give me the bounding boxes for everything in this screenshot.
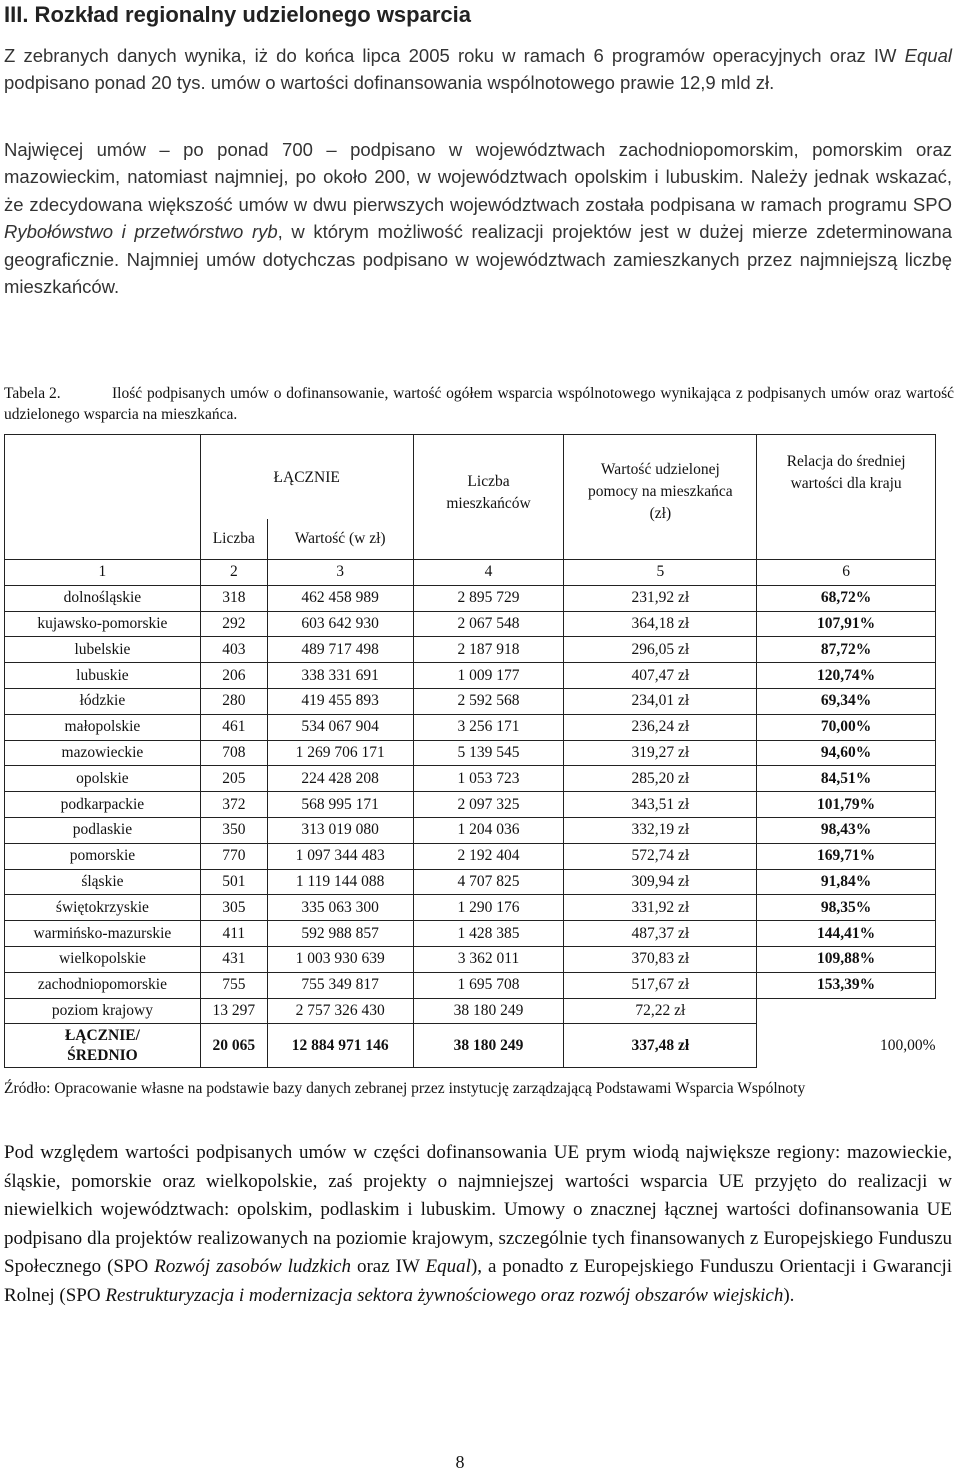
cell-relacja: 153,39% [757, 972, 936, 998]
cell-region: opolskie [5, 766, 201, 792]
cell-wartosc: 338 331 691 [267, 663, 413, 689]
col-num: 4 [413, 560, 564, 586]
italic-run: Restrukturyzacja i modernizacja sektora żywnościowego oraz rozwój obszarów wiejskich [105, 1284, 784, 1306]
cell-mieszk: 2 067 548 [413, 611, 564, 637]
cell-relacja: 98,43% [757, 817, 936, 843]
table-row [5, 972, 936, 998]
italic-run: Equal [425, 1256, 471, 1278]
cell-region: poziom krajowy [5, 998, 201, 1024]
cell-mieszk: 1 290 176 [413, 895, 564, 921]
header-count: Liczba [200, 519, 267, 560]
cell-pomoc: 234,01 zł [564, 688, 757, 714]
table-row [5, 688, 936, 714]
col-num: 3 [267, 560, 413, 586]
cell-liczba: 350 [200, 817, 267, 843]
cell-pomoc: 364,18 zł [564, 611, 757, 637]
cell-mieszk: 1 695 708 [413, 972, 564, 998]
cell-region: lubelskie [5, 637, 201, 663]
text-run: oraz IW [350, 1256, 426, 1278]
table-row [5, 611, 936, 637]
cell-pomoc: 407,47 zł [564, 663, 757, 689]
cell-liczba: 372 [200, 792, 267, 818]
cell-pomoc: 72,22 zł [564, 998, 757, 1024]
cell-relacja: 169,71% [757, 843, 936, 869]
cell-pomoc: 236,24 zł [564, 714, 757, 740]
cell-relacja: 120,74% [757, 663, 936, 689]
cell-wartosc: 603 642 930 [267, 611, 413, 637]
header-value: Wartość (w zł) [267, 519, 413, 560]
cell-relacja: 68,72% [757, 585, 936, 611]
regional-paragraph [4, 136, 952, 300]
cell-liczba: 206 [200, 663, 267, 689]
source-note: Źródło: Opracowanie własne na podstawie bazy danych zebranej przez instytucję zarządzającą Podstawami Wsparcia Wspólnoty [4, 1080, 806, 1097]
table-row [5, 792, 936, 818]
cell-wartosc: 568 995 171 [267, 792, 413, 818]
text-run: Najwięcej umów – po ponad 700 – podpisano w województwach zachodniopomorskim, pomorskim oraz mazowieckim, natomiast najmniej, po około 200, w województwach opolskim i lubuskim. Należy jednak wskazać, że zdecydowana większość umów w dwu pierwszych województwach została podpisana w ramach programu SPO [4, 139, 952, 215]
col-num: 1 [5, 560, 201, 586]
cell-liczba: 411 [200, 921, 267, 947]
table-row [5, 817, 936, 843]
text-run: , w którym możliwość realizacji projektów jest w dużej mierze zdeterminowana geograficznie. Najmniej umów dotychczas podpisano w województwach zamieszkanych przez najmniejszą liczbę mieszkańców. [4, 221, 952, 298]
italic-run: Rozwój zasobów ludzkich [154, 1256, 351, 1278]
cell-liczba: 292 [200, 611, 267, 637]
cell-pomoc: 309,94 zł [564, 869, 757, 895]
cell-liczba: 305 [200, 895, 267, 921]
text-run: ). [783, 1284, 795, 1306]
cell-wartosc: 1 003 930 639 [267, 946, 413, 972]
italic-run: Rybołówstwo i przetwórstwo ryb [4, 221, 278, 243]
cell-liczba: 205 [200, 766, 267, 792]
cell-wartosc: 2 757 326 430 [267, 998, 413, 1024]
cell-relacja: 101,79% [757, 792, 936, 818]
cell-wartosc: 335 063 300 [267, 895, 413, 921]
cell-relacja: 107,91% [757, 611, 936, 637]
cell-pomoc: 337,48 zł [564, 1024, 757, 1068]
cell-pomoc: 231,92 zł [564, 585, 757, 611]
cell-wartosc: 1 097 344 483 [267, 843, 413, 869]
table-row [5, 843, 936, 869]
cell-region: podkarpackie [5, 792, 201, 818]
cell-liczba: 755 [200, 972, 267, 998]
cell-wartosc: 313 019 080 [267, 817, 413, 843]
cell-wartosc: 462 458 989 [267, 585, 413, 611]
text-run: Pod względem wartości podpisanych umów w części dofinansowania UE prym wiodą największe regiony: mazowieckie, śląskie, pomorskie oraz wielkopolskie, zaś projekty o najmniejszej wartości wsparcia UE przyjęto do realizacji w niewielkich województwach: opolskim, podlaskim i lubuskim. Umowy o znacznej łącznej wartości dofinansowania UE podpisano dla projektów realizowanych na poziomie krajowym, szczególnie tych finansowanych z Europejskiego Funduszu Społecznego (SPO [4, 1142, 952, 1278]
table-row [5, 895, 936, 921]
cell-mieszk: 3 256 171 [413, 714, 564, 740]
cell-pomoc: 296,05 zł [564, 637, 757, 663]
cell-relacja [757, 998, 936, 1024]
header-population: Liczba mieszkańców [413, 435, 564, 560]
cell-mieszk: 1 204 036 [413, 817, 564, 843]
cell-region: łódzkie [5, 688, 201, 714]
cell-mieszk: 2 192 404 [413, 843, 564, 869]
cell-mieszk: 2 895 729 [413, 585, 564, 611]
italic-run: Equal [904, 45, 952, 66]
national-row [5, 998, 936, 1024]
cell-region: zachodniopomorskie [5, 972, 201, 998]
table-row [5, 714, 936, 740]
summary-paragraph [4, 1139, 952, 1311]
cell-pomoc: 331,92 zł [564, 895, 757, 921]
cell-mieszk: 1 009 177 [413, 663, 564, 689]
cell-wartosc: 592 988 857 [267, 921, 413, 947]
cell-liczba: 501 [200, 869, 267, 895]
table-row [5, 921, 936, 947]
table-row [5, 663, 936, 689]
cell-liczba: 20 065 [200, 1024, 267, 1068]
cell-relacja: 98,35% [757, 895, 936, 921]
cell-pomoc: 332,19 zł [564, 817, 757, 843]
cell-mieszk: 3 362 011 [413, 946, 564, 972]
col-num: 6 [757, 560, 936, 586]
cell-liczba: 708 [200, 740, 267, 766]
cell-region: pomorskie [5, 843, 201, 869]
cell-mieszk: 5 139 545 [413, 740, 564, 766]
cell-region: dolnośląskie [5, 585, 201, 611]
cell-pomoc: 285,20 zł [564, 766, 757, 792]
cell-mieszk: 38 180 249 [413, 1024, 564, 1068]
intro-paragraph [4, 42, 952, 96]
cell-relacja: 91,84% [757, 869, 936, 895]
cell-wartosc: 224 428 208 [267, 766, 413, 792]
cell-relacja: 100,00% [879, 1036, 936, 1054]
cell-liczba: 431 [200, 946, 267, 972]
cell-region: małopolskie [5, 714, 201, 740]
table-row [5, 585, 936, 611]
page-number: 8 [455, 1452, 465, 1472]
cell-region: kujawsko-pomorskie [5, 611, 201, 637]
text-run: Z zebranych danych wynika, iż do końca lipca 2005 roku w ramach 6 programów operacyjnych oraz IW [4, 45, 905, 66]
cell-mieszk: 2 592 568 [413, 688, 564, 714]
cell-relacja: 87,72% [757, 637, 936, 663]
col-num: 5 [564, 560, 757, 586]
col-num: 2 [200, 560, 267, 586]
cell-region: podlaskie [5, 817, 201, 843]
cell-mieszk: 38 180 249 [413, 998, 564, 1024]
cell-liczba: 318 [200, 585, 267, 611]
table-row [5, 766, 936, 792]
cell-liczba: 13 297 [200, 998, 267, 1024]
cell-liczba: 403 [200, 637, 267, 663]
caption-label: Tabela 2. [4, 385, 61, 402]
cell-wartosc: 755 349 817 [267, 972, 413, 998]
table-caption [4, 383, 954, 425]
cell-pomoc: 572,74 zł [564, 843, 757, 869]
cell-region: ŁĄCZNIE/ ŚREDNIO [5, 1024, 201, 1068]
support-table [4, 434, 936, 1068]
cell-pomoc: 370,83 zł [564, 946, 757, 972]
cell-relacja: 70,00% [757, 714, 936, 740]
cell-mieszk: 4 707 825 [413, 869, 564, 895]
table-row [5, 740, 936, 766]
header-relation: Relacja do średniej wartości dla kraju [757, 435, 936, 560]
cell-pomoc: 517,67 zł [564, 972, 757, 998]
column-numbers-row [5, 560, 936, 586]
cell-relacja: 69,34% [757, 688, 936, 714]
cell-region: śląskie [5, 869, 201, 895]
cell-liczba: 280 [200, 688, 267, 714]
cell-pomoc: 487,37 zł [564, 921, 757, 947]
cell-wartosc: 534 067 904 [267, 714, 413, 740]
cell-region: mazowieckie [5, 740, 201, 766]
cell-pomoc: 319,27 zł [564, 740, 757, 766]
header-group-total: ŁĄCZNIE [200, 435, 413, 519]
cell-wartosc: 1 119 144 088 [267, 869, 413, 895]
cell-region: świętokrzyskie [5, 895, 201, 921]
section-heading: III. Rozkład regionalny udzielonego wsparcia [4, 2, 471, 27]
cell-mieszk: 2 187 918 [413, 637, 564, 663]
cell-relacja: 144,41% [757, 921, 936, 947]
text-run: podpisano ponad 20 tys. umów o wartości dofinansowania wspólnotowego prawie 12,9 mld zł. [4, 72, 775, 93]
table-row [5, 869, 936, 895]
header-support-per-capita: Wartość udzielonej pomocy na mieszkańca (zł) [564, 435, 757, 560]
cell-relacja: 94,60% [757, 740, 936, 766]
cell-pomoc: 343,51 zł [564, 792, 757, 818]
cell-mieszk: 1 428 385 [413, 921, 564, 947]
cell-liczba: 461 [200, 714, 267, 740]
cell-relacja: 84,51% [757, 766, 936, 792]
cell-wartosc: 489 717 498 [267, 637, 413, 663]
cell-wartosc: 419 455 893 [267, 688, 413, 714]
total-row [5, 1024, 936, 1068]
cell-region: wielkopolskie [5, 946, 201, 972]
cell-relacja: 109,88% [757, 946, 936, 972]
cell-wartosc: 12 884 971 146 [267, 1024, 413, 1068]
table-row [5, 946, 936, 972]
cell-region: warmińsko-mazurskie [5, 921, 201, 947]
cell-mieszk: 2 097 325 [413, 792, 564, 818]
cell-liczba: 770 [200, 843, 267, 869]
table-row [5, 637, 936, 663]
cell-mieszk: 1 053 723 [413, 766, 564, 792]
text-run: ), a ponadto z Europejskiego Funduszu Orientacji i Gwarancji Rolnej (SPO [4, 1256, 953, 1306]
caption-text: Ilość podpisanych umów o dofinansowanie, wartość ogółem wsparcia wspólnotowego wynikająca z podpisanych umów oraz wartość udzielonego wsparcia na mieszkańca. [4, 385, 954, 423]
cell-region: lubuskie [5, 663, 201, 689]
cell-wartosc: 1 269 706 171 [267, 740, 413, 766]
